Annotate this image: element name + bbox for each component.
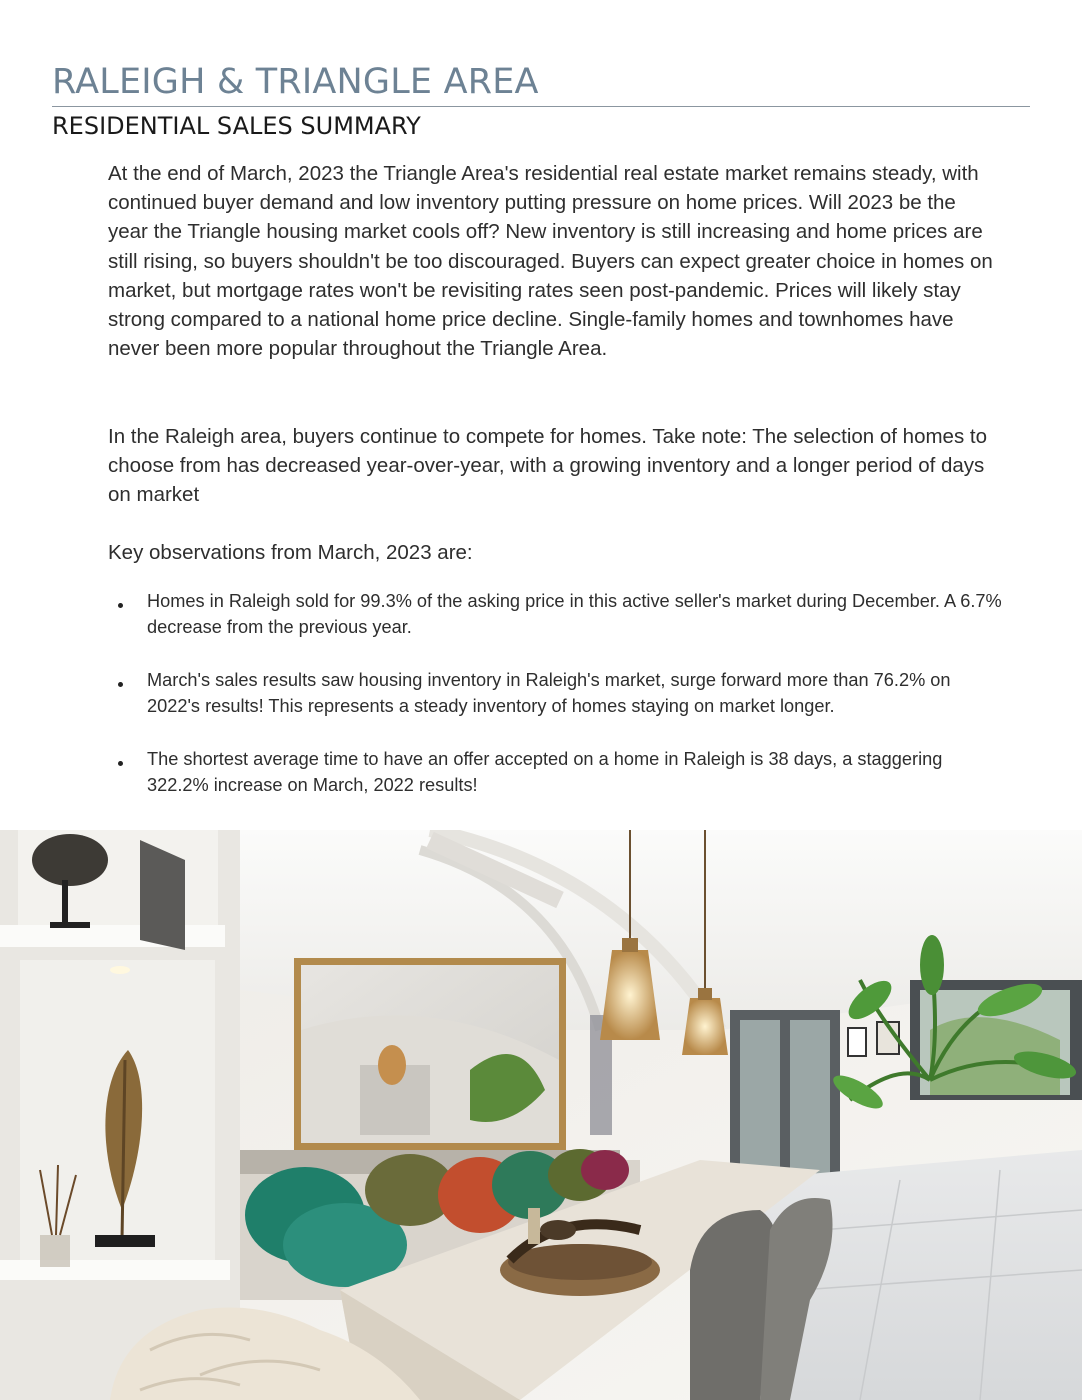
raleigh-paragraph: In the Raleigh area, buyers continue to compete for homes. Take note: The selection of homes to choose from has decreased year-over-year, with a growing inventory and a longer period of days on market: [108, 425, 987, 507]
interior-dining-room-photo: [0, 830, 1082, 1400]
observation-text: March's sales results saw housing inventory in Raleigh's market, surge forward more than 76.2% on 2022's results! This represents a steady inventory of homes staying on market longer.: [147, 670, 951, 716]
list-item: [108, 746, 1008, 798]
title-divider: [52, 106, 1030, 107]
page-subtitle: RESIDENTIAL SALES SUMMARY: [52, 112, 421, 140]
intro-paragraph: At the end of March, 2023 the Triangle Area's residential real estate market remains steady, with continued buyer demand and low inventory putting pressure on home prices. Will 2023 be the year the Triangle housing market cools off? New inventory is still increasing and home prices are still rising, so buyers shouldn't be too discouraged. Buyers can expect greater choice in homes on market, but mortgage rates won't be revisiting rates seen post-pandemic. Prices will likely stay strong compared to a national home price decline. Single-family homes and townhomes have never been more popular throughout the Triangle Area.: [108, 162, 993, 361]
observation-text: Homes in Raleigh sold for 99.3% of the asking price in this active seller's market during December. A 6.7% decrease from the previous year.: [147, 591, 1002, 637]
observation-text: The shortest average time to have an offer accepted on a home in Raleigh is 38 days, a staggering 322.2% increase on March, 2022 results!: [147, 749, 943, 795]
bullet-icon: [118, 761, 123, 766]
page-title: RALEIGH & TRIANGLE AREA: [52, 62, 539, 102]
observations-heading: Key observations from March, 2023 are:: [108, 541, 473, 564]
list-item: [108, 588, 1008, 640]
list-item: [108, 667, 1008, 719]
bullet-icon: [118, 682, 123, 687]
observations-list: [108, 588, 1008, 825]
bullet-icon: [118, 603, 123, 608]
